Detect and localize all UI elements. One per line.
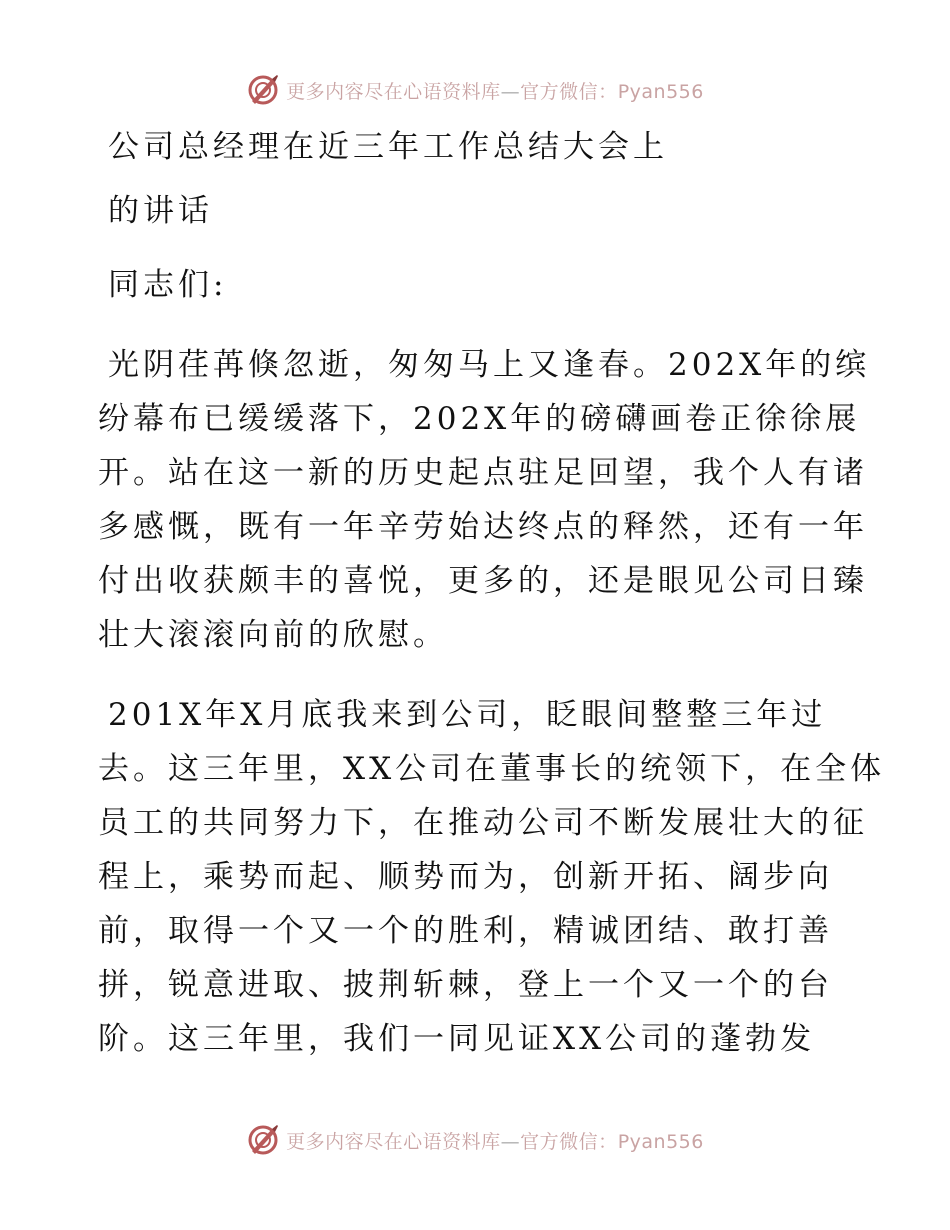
watermark-dash: — [500,80,521,103]
paragraph-line: 去。这三年里，XX公司在董事长的统领下，在全体 [98,751,886,787]
paragraph-line: 员工的共同努力下，在推动公司不断发展壮大的征 [98,805,868,841]
watermark-text [286,1127,704,1154]
header-watermark [0,70,950,110]
paragraph-line: 壮大滚滚向前的欣慰。 [98,617,448,653]
paragraph-line: 201X年X月底我来到公司，眨眼间整整三年过 [108,697,827,733]
watermark-official: 官方微信： [520,80,618,103]
paragraph-line: 开。站在这一新的历史起点驻足回望，我个人有诸 [98,455,868,491]
document-body [98,120,886,1066]
paragraph-line: 多感慨，既有一年辛劳始达终点的释然，还有一年 [98,509,868,545]
watermark-brand: 更多内容尽在心语资料库 [286,1130,501,1153]
title-line-2: 的讲话 [108,193,213,229]
paragraph-line: 前，取得一个又一个的胜利，精诚团结、敢打善 [98,913,833,949]
watermark-brand: 更多内容尽在心语资料库 [286,80,501,103]
pen-logo-icon [246,1123,280,1157]
watermark-wechat-id: Pyan556 [617,1130,704,1153]
paragraph-line: 纷幕布已缓缓落下，202X年的磅礴画卷正徐徐展 [98,401,861,437]
paragraph-line: 拼，锐意进取、披荆斩棘，登上一个又一个的台 [98,967,833,1003]
title-line-1: 公司总经理在近三年工作总结大会上 [108,129,668,165]
paragraph-line: 付出收获颇丰的喜悦，更多的，还是眼见公司日臻 [98,563,868,599]
paragraph-2 [98,688,886,1066]
watermark-text [286,77,704,104]
watermark-dash: — [500,1130,521,1153]
footer-watermark [0,1120,950,1160]
paragraph-1 [98,338,871,662]
watermark-official: 官方微信： [520,1130,618,1153]
paragraph-line: 阶。这三年里，我们一同见证XX公司的蓬勃发 [98,1021,816,1057]
paragraph-line: 程上，乘势而起、顺势而为，创新开拓、阔步向 [98,859,833,895]
pen-logo-icon [246,73,280,107]
greeting: 同志们: [108,267,228,303]
paragraph-line: 光阴荏苒倏忽逝，匆匆马上又逢春。202X年的缤 [108,347,871,383]
watermark-wechat-id: Pyan556 [617,80,704,103]
